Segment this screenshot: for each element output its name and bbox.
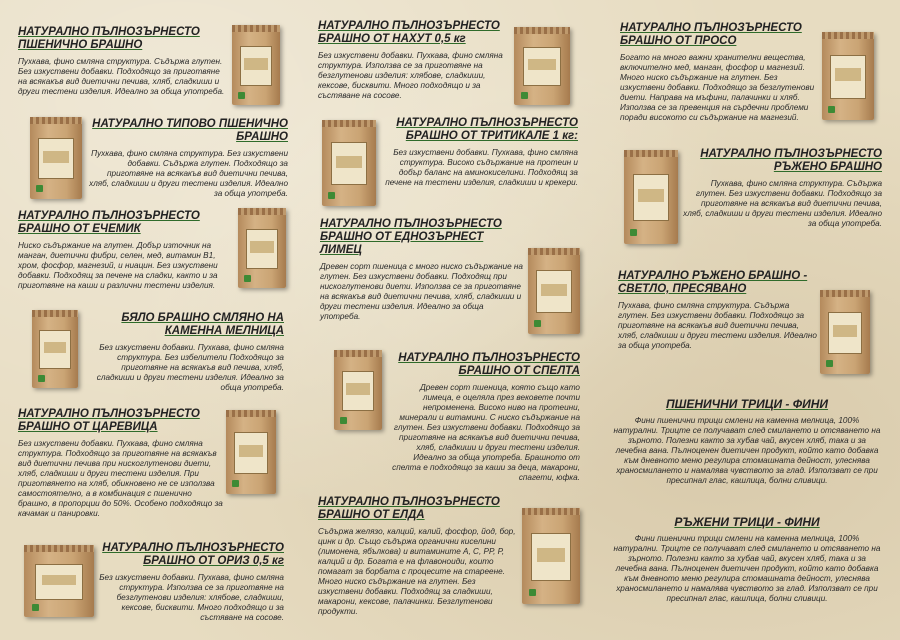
product-description: Фини пшенични трици смлени на каменна мелница, 100% натурални. Трицте се получават след смилането и отсяването на зърното. Полезни както за хубав чай, вкусен хляб, така и за лечебна вана. Пълноценен диетичен продукт, който като добавка към дневното меню регулира стомашната дейност, улеснява храносмилането и намалява чувството за глад. Използват се при пресипнал глас, кашлица, болни сливици.: [613, 416, 881, 485]
product-bag-image: [24, 545, 94, 617]
product-description: Без изкуствени добавки. Пухкава, фино смляна структура. Високо съдържание на протеин и добър баланс на аминокиселини. Подходящ за печене на тестени изделия, сладкиши и крекери.: [385, 148, 578, 187]
product-rye-light: [618, 270, 818, 351]
product-description: Древен сорт пшеница, която също като лимеца, е оцеляла през вековете почти непроменена. Високо ниво на протеини, минерали и витамини. С ниско съдържание на глутен. Без изкуствени добавки. Подходящо за приготвяне на всякакъв вид диетични печива, хляб, сладкиши и други тестени изделия. Идеално за обща употреба. Брашното от спелта е подходящо за каши за деца, макарони, спагети, юфка.: [392, 383, 580, 482]
product-bag-image: [624, 150, 678, 244]
product-description: Древен сорт пшеница с много ниско съдържание на глутен. Без изкуствени добавки. Подходящ при нискоглутенови диети. Използва се за приготвяне на всякакъв вид диетични печива, хляб, сладкиши и други тестени изделия. Идеално за обща употреба.: [320, 262, 523, 321]
product-description: Пухкава, фино смляна структура. Без изкуствени добавки. Съдържа глутен. Подходящо за приготвяне на всякакъв вид диетични печива, хляб, сладкиши и други тестени изделия. Идеално за обща употреба.: [89, 149, 288, 198]
product-title: НАТУРАЛНО ПЪЛНОЗЪРНЕСТО БРАШНО ОТ ЦАРЕВИЦА: [18, 408, 200, 433]
product-bag-image: [238, 208, 286, 288]
product-description: Без изкуствени добавки. Пухкава, фино смляна структура. Подходящо за приготвяне на всякакъв вид диетични печива при нискоглутенови диети, хляб, сладкиши и други тестени изделия. При приготвянето на хляб, обикновено не се използва самостоятелно, а в комбинация с пшенично брашно, в пропорции до 50%. Особено подходящо за качамак и панировки.: [18, 439, 223, 518]
product-chickpea: [318, 20, 510, 101]
product-rye: [682, 148, 882, 229]
product-title: НАТУРАЛНО ПЪЛНОЗЪРНЕСТО БРАШНО ОТ ОРИЗ 0,5 кг: [102, 542, 284, 567]
product-title: БЯЛО БРАШНО СМЛЯНО НА КАМЕННА МЕЛНИЦА: [121, 312, 284, 337]
product-description: Фини пшенични трици смлени на каменна мелница, 100% натурални. Трицте се получават след смилането и отсяването на зърното. Полезни както за хубав чай, вкусен хляб, така и за лечебна вана. Пълноценен диетичен продукт, който като добавка към дневното меню регулира стомашната дейност, улеснява храносмилането и намалява чувството за глад. Използват се при пресипнал глас, кашлица, болни сливици.: [613, 534, 881, 603]
product-title: НАТУРАЛНО ПЪЛНОЗЪРНЕСТО БРАШНО ОТ ЕЛДА: [318, 496, 500, 521]
product-title: НАТУРАЛНО ТИПОВО ПШЕНИЧНО БРАШНО: [92, 118, 288, 143]
product-description: Без изкуствени добавки. Пухкава, фино смляна структура. Без избелители Подходящо за приготвяне на всякакъв вид печива, хляб, сладкиши и други тестени изделия. Идеално за обща употреба.: [96, 343, 284, 392]
product-title: РЪЖЕНИ ТРИЦИ - ФИНИ: [674, 515, 820, 529]
product-wheat-type: [88, 118, 288, 199]
product-title: НАТУРАЛНО ПЪЛНОЗЪРНЕСТО БРАШНО ОТ ПРОСО: [620, 22, 802, 47]
product-triticale: [380, 117, 578, 188]
product-title: НАТУРАЛНО ПЪЛНОЗЪРНЕСТО БРАШНО ОТ ЕДНОЗЪРНЕСТ ЛИМЕЦ: [320, 218, 502, 256]
product-white-stone: [82, 312, 284, 393]
product-description: Богато на много важни хранителни вещества, включително мед, манган, фосфор и магнезий. Много ниско съдържание на глутен. Без изкуствени добавки. Подходящо за безглутенови диети. Направа на мъфини, палачинки и хляб. Използва се за превенция на сърдечни проблеми поради високото си съдържание на магнезий.: [620, 53, 815, 122]
product-rice: [96, 542, 284, 623]
product-bag-image: [528, 248, 580, 334]
product-title: НАТУРАЛНО ПЪЛНОЗЪРНЕСТО РЪЖЕНО БРАШНО: [700, 148, 882, 173]
product-bag-image: [822, 32, 874, 120]
product-description: Без изкуствени добавки. Пухкава, фино смляна структура. Използва се за приготвяне на безглутенови изделия: хлябове, сладкиши, кексове, бисквити. Много подходящо и за състяване на сосове.: [318, 51, 503, 100]
product-description: Пухкава, фино смляна структура. Съдържа глутен. Без изкуствени добавки. Подходящо за приготвяне на всякакъв вид диетични печива, хляб, сладкиши и други тестени изделия. Идеално за обща употреба.: [18, 57, 225, 96]
product-bag-image: [522, 508, 580, 604]
product-wheat-bran: [612, 398, 882, 486]
product-millet: [620, 22, 820, 123]
product-description: Без изкуствени добавки. Пухкава, фино смляна структура. Използва се за приготвяне на безглутенови изделия: хлябове, сладкиши, кексове, бисквити. Много подходящо и за състяване на сосове.: [99, 573, 284, 622]
product-bag-image: [32, 310, 78, 388]
product-title: ПШЕНИЧНИ ТРИЦИ - ФИНИ: [665, 397, 829, 411]
product-barley: [18, 210, 238, 291]
product-spelt: [338, 352, 580, 483]
product-einkorn: [320, 218, 525, 322]
product-bag-image: [226, 410, 276, 494]
product-title: НАТУРАЛНО ПЪЛНОЗЪРНЕСТО БРАШНО ОТ НАХУТ 0,5 кг: [318, 20, 500, 45]
product-bag-image: [820, 290, 870, 374]
product-title: НАТУРАЛНО РЪЖЕНО БРАШНО - СВЕТЛО, ПРЕСЯВАНО: [618, 270, 808, 295]
product-title: НАТУРАЛНО ПЪЛНОЗЪРНЕСТО БРАШНО ОТ ТРИТИКАЛЕ 1 кг:: [396, 117, 578, 142]
product-wheat-wholegrain: [18, 26, 228, 97]
product-bag-image: [514, 27, 570, 105]
product-bag-image: [232, 25, 280, 105]
product-corn: [18, 408, 223, 519]
product-bag-image: [30, 117, 82, 199]
product-title: НАТУРАЛНО ПЪЛНОЗЪРНЕСТО БРАШНО ОТ ЕЧЕМИК: [18, 210, 200, 235]
product-rye-bran: [612, 516, 882, 604]
product-title: НАТУРАЛНО ПЪЛНОЗЪРНЕСТО ПШЕНИЧНО БРАШНО: [18, 26, 200, 51]
product-bag-image: [322, 120, 376, 206]
product-title: НАТУРАЛНО ПЪЛНОЗЪРНЕСТО БРАШНО ОТ СПЕЛТА: [398, 352, 580, 377]
product-description: Пухкава, фино смляна структура. Съдържа глутен. Без изкуствени добавки. Подходящо за приготвяне на всякакъв вид диетични печива, хляб, сладкиши и други тестени изделия. Идеално за обща употреба.: [683, 179, 882, 228]
product-buckwheat: [318, 496, 518, 617]
product-description: Пухкава, фино смляна структура. Съдържа глутен. Без изкуствени добавки. Подходящо за приготвяне на всякакъв вид диетични печива, хляб, сладкиши и други тестени изделия. Идеално за обща употреба.: [618, 301, 817, 350]
product-description: Ниско съдържание на глутен. Добър източник на манган, диетични фибри, селен, мед, витамин B1, хром, фосфор, магнезий, и ниацин. Без изкуствени добавки. Подходящ за печене на сладки, както и за приготвяне на каши и различни тестени изделия.: [18, 241, 218, 290]
product-description: Съдържа желязо, калций, калий, фосфор, йод, бор, цинк и др. Също съдържа органични киселини (лимонена, ябълкова) и витамините А, С, РР, Р, калций и др. Богата е на флавоноиди, които помагат за борбата с процесите на стареене. Много ниско съдържание на глутен. Без изкуствени добавки. Подходящ за сладкиши, макарони, кексове, палачинки. Безглутенови продукти.: [318, 527, 516, 616]
